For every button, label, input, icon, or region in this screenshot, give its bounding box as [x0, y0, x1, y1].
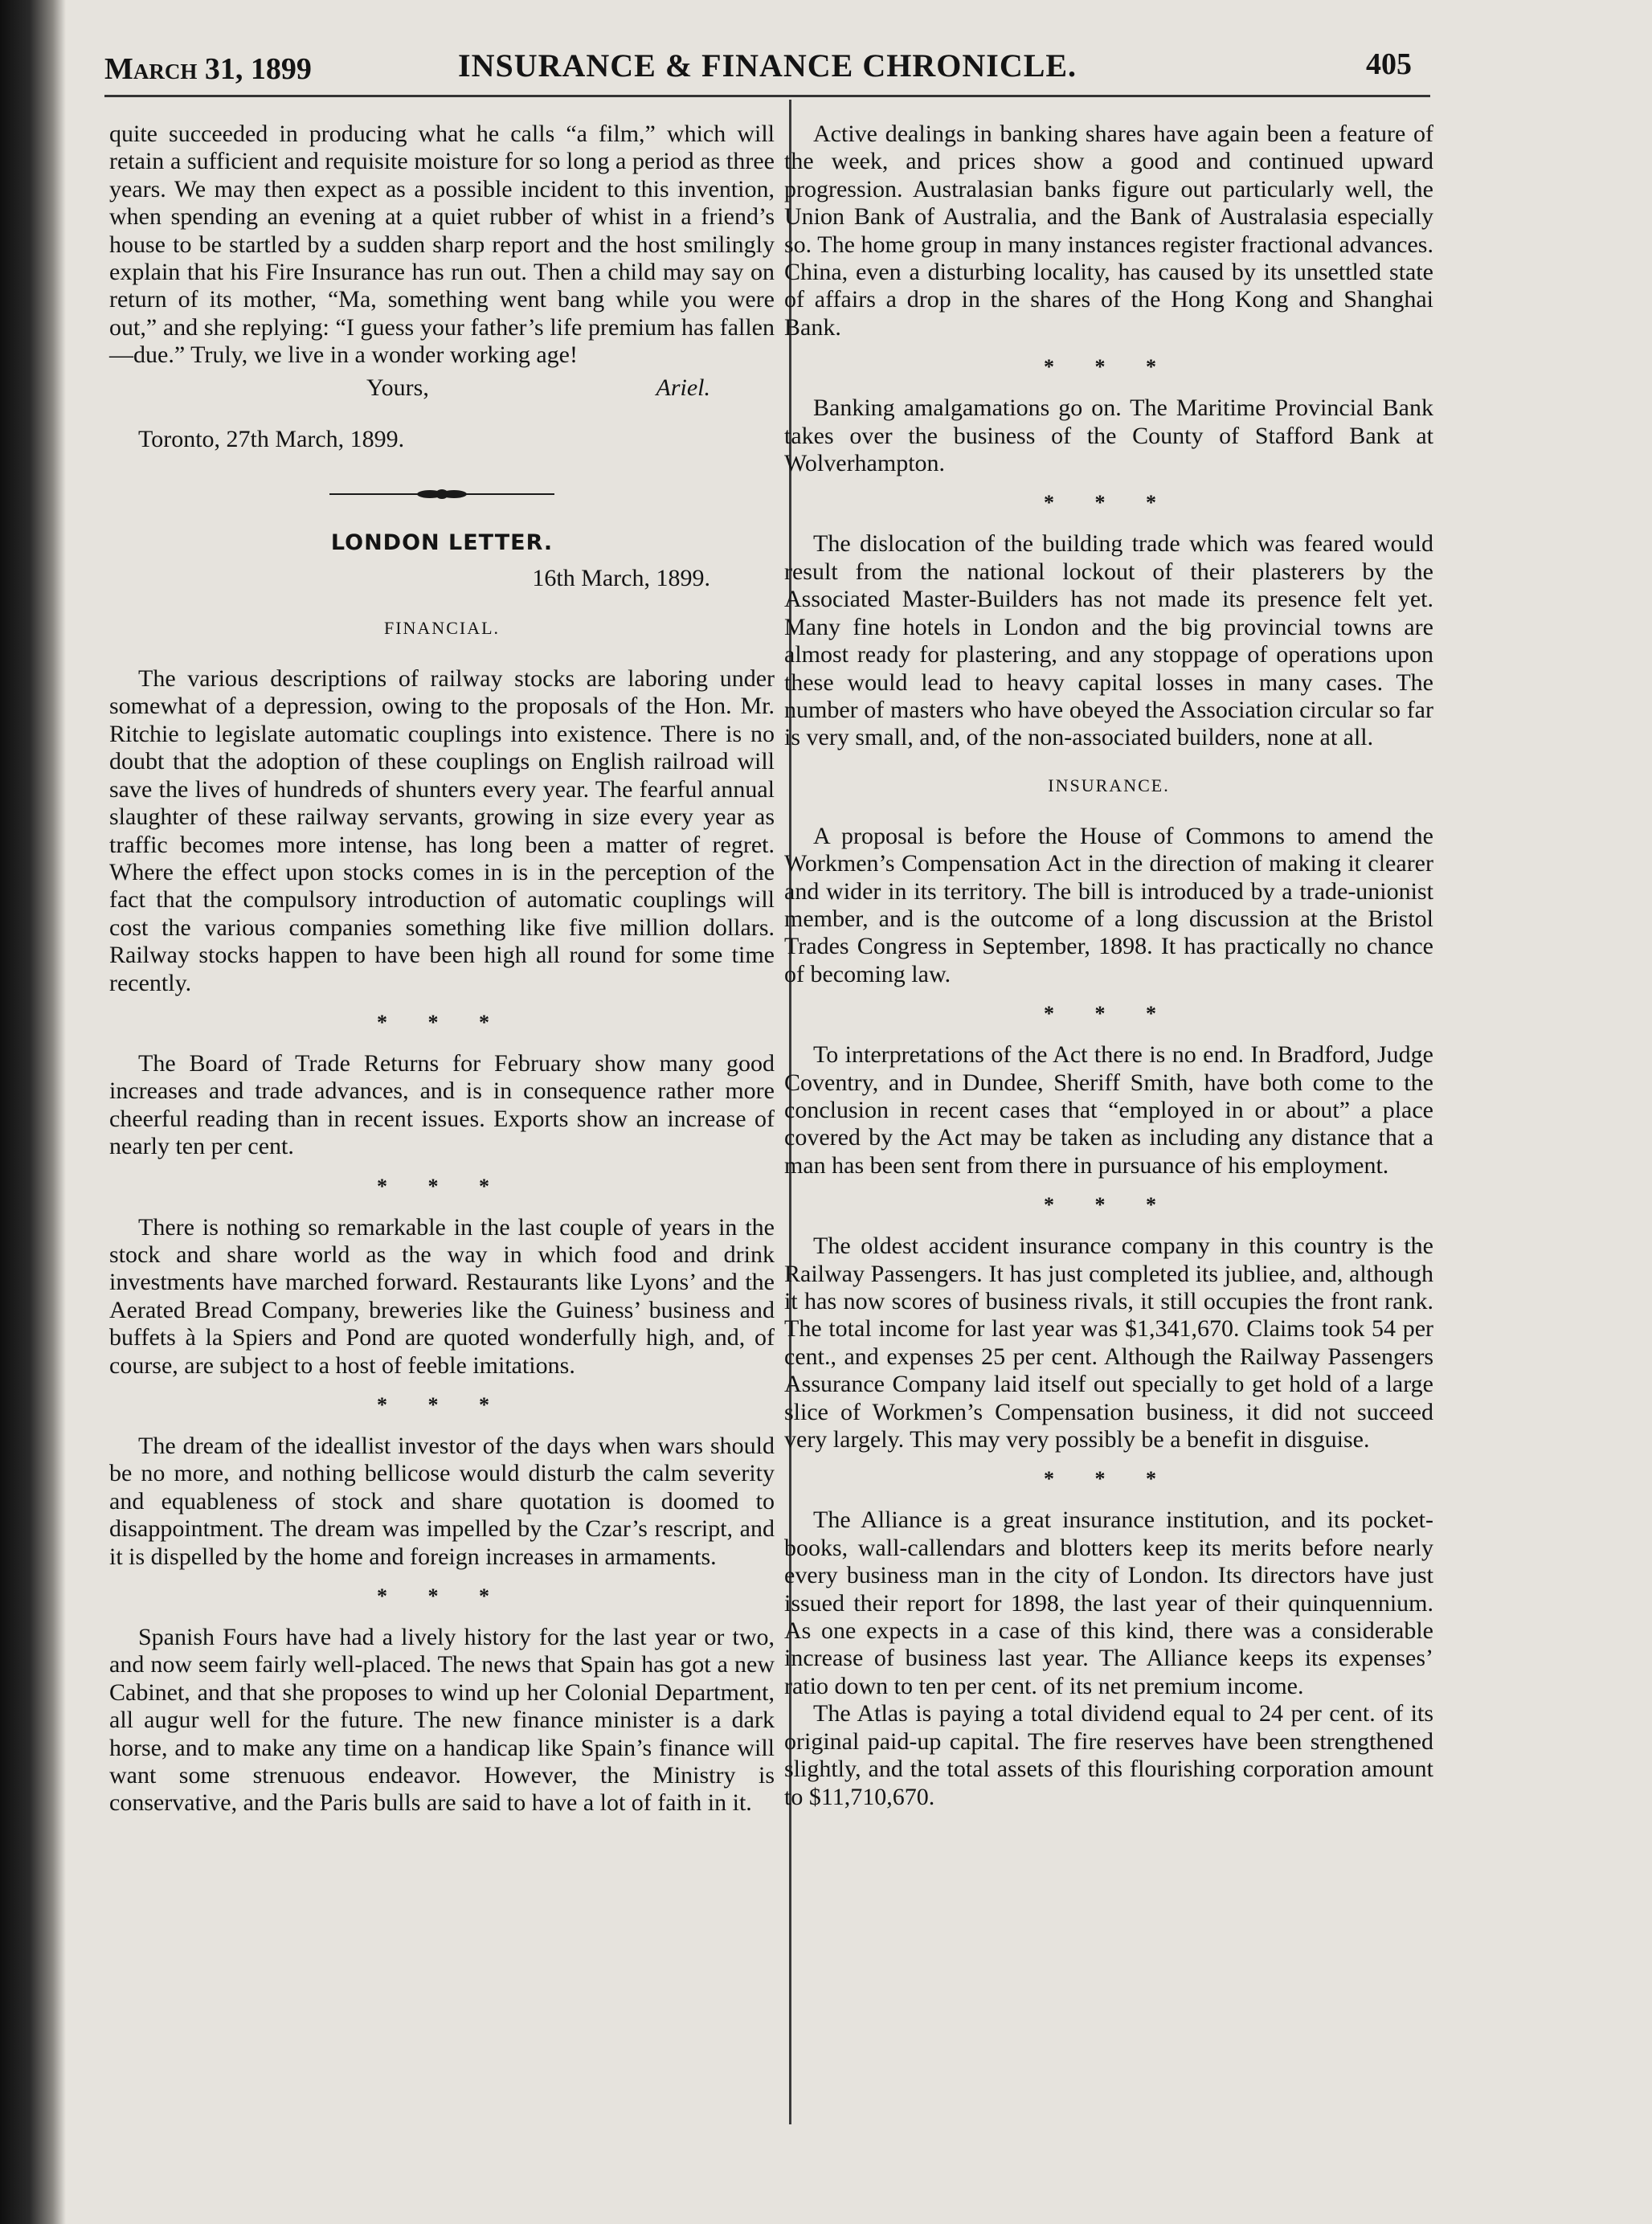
paragraph: The various descriptions of railway stocks are laboring under somewhat of a depression, owing to the proposals of the Hon. Mr. Ritchie to legislate automatic couplings into existence. There is no doubt that the adoption of these couplings on English railroad will save the lives of hundreds of shunters every year. The fearful annual slaughter of these railway servants, growing in size every year as traffic becomes more intense, has long been a matter of regret. Where the effect upon stocks comes in is in the perception of the fact that the compulsory introduction of automatic couplings will cost the various companies something like five million dollars. Railway stocks happen to have been high all round for some time recently.: [109, 665, 775, 996]
section-dateline: 16th March, 1899.: [532, 565, 710, 592]
paragraph: The Atlas is paying a total dividend equal to 24 per cent. of its original paid-up capital. The fire reserves have been strengthened slightly, and the total assets of this flourishing corporation amount to $11,710,670.: [784, 1700, 1433, 1810]
header-title: INSURANCE & FINANCE CHRONICLE.: [458, 47, 1077, 84]
page-binding-shadow: [0, 0, 66, 2224]
closing: [109, 374, 775, 407]
subhead-insurance: INSURANCE.: [1048, 775, 1170, 795]
section-title: LONDON LETTER.: [330, 530, 554, 556]
paragraph: Spanish Fours have had a lively history for the last year or two, and now seem fairly well-placed. The news that Spain has got a new Cabinet, and that she proposes to wind up her Colonial Department, all augur well for the future. The new finance minister is a dark horse, and to make any time on a handicap like Spain’s finance will want some strenuous endeavor. However, the Ministry is conservative, and the Paris bulls are said to have a lot of faith in it.: [109, 1624, 775, 1817]
separator: * * *: [377, 1174, 507, 1198]
separator: * * *: [377, 1010, 507, 1034]
subhead-financial: FINANCIAL.: [383, 618, 501, 639]
paragraph: A proposal is before the House of Commons to amend the Workmen’s Compensation Act in the direction of making it clearer and wider in its territory. The bill is introduced by a trade-unionist member, and is the outcome of a long discussion at the Bristol Trades Congress in September, 1898. It has practically no chance of becoming law.: [784, 822, 1433, 987]
separator: * * *: [377, 1393, 507, 1417]
paragraph: The Board of Trade Returns for February show many good increases and trade advances, and is in consequence rather more cheerful reading than in recent issues. Exports show an increase of nearly ten per cent.: [109, 1049, 775, 1160]
paragraph: The dislocation of the building trade which was feared would result from the national lockout of their plasterers by the Associated Master-Builders has not made its presence felt yet. Many fine hotels in London and the big provincial towns are almost ready for plastering, and any stoppage of operations upon these would lead to heavy capital losses in many cases. The number of masters who have obeyed the Association circular so far is very small, and, of the non-associated builders, none at all.: [784, 530, 1433, 751]
closing-yours: Yours,: [366, 374, 429, 401]
ornament-divider: [329, 489, 554, 500]
header-rule: [104, 95, 1430, 97]
paragraph: The dream of the ideallist investor of the days when wars should be no more, and nothing bellicose would disturb the calm severity and equableness of stock and share quotation is doomed to disappointment. The dream was impelled by the Czar’s rescript, and it is dispelled by the home and foreign increases in armaments.: [109, 1433, 775, 1570]
separator: * * *: [1044, 1193, 1174, 1217]
letter-dateline: Toronto, 27th March, 1899.: [138, 425, 405, 452]
page-number: 405: [1366, 47, 1412, 81]
left-column: [109, 121, 775, 1817]
signature: Ariel.: [656, 374, 710, 401]
paragraph: To interpretations of the Act there is no end. In Bradford, Judge Coventry, and in Dundee, Sheriff Smith, have both come to the conclusion in recent cases that “employed in or about” a place covered by the Act may be taken as including any distance that a man has been sent from there in pursuance of his employment.: [784, 1041, 1433, 1179]
paragraph: quite succeeded in producing what he calls “a film,” which will retain a sufficient and requisite moisture for so long a period as three years. We may then expect as a possible incident to this invention, when spending an evening at a quiet rubber of whist in a friend’s house to be startled by a sudden sharp report and the host smilingly explain that his Fire Insurance has run out. Then a child may say on return of its mother, “Ma, something went bang while you were out,” and she replying: “I guess your father’s life premium has fallen—due.” Truly, we live in a wonder working age!: [109, 121, 775, 369]
separator: * * *: [377, 1584, 507, 1609]
separator: * * *: [1044, 1002, 1174, 1026]
right-column: [784, 121, 1433, 1811]
running-header: [104, 45, 1422, 90]
paragraph: Banking amalgamations go on. The Maritime Provincial Bank takes over the business of the County of Stafford Bank at Wolverhampton.: [784, 395, 1433, 477]
paragraph: The Alliance is a great insurance institution, and its pocket-books, wall-callendars and blotters keep its merits before nearly every business man in the city of London. Its directors have just issued their report for 1898, the last year of their quinquennium. As one expects in a case of this kind, there was a considerable increase of business last year. The Alliance keeps its expenses’ ratio down to ten per cent. of its net premium income.: [784, 1507, 1433, 1699]
header-date: March 31, 1899: [104, 52, 312, 86]
separator: * * *: [1044, 355, 1174, 379]
paragraph: The oldest accident insurance company in this country is the Railway Passengers. It has just completed its jubliee, and, although it has now scores of business rivals, it still occupies the front rank. The total income for last year was $1,341,670. Claims took 54 per cent., and expenses 25 per cent. Although the Railway Passengers Assurance Company laid itself out specially to get hold of a large slice of Workmen’s Compensation business, it did not succeed very largely. This may very possibly be a benefit in disguise.: [784, 1233, 1433, 1453]
separator: * * *: [1044, 491, 1174, 515]
paragraph: There is nothing so remarkable in the last couple of years in the stock and share world as the way in which food and drink investments have marched forward. Restaurants like Lyons’ and the Aerated Bread Company, breweries like the Guiness’ business and buffets à la Spiers and Pond are quoted wonderfully high, and, of course, are subject to a host of feeble imitations.: [109, 1213, 775, 1379]
paragraph: Active dealings in banking shares have again been a feature of the week, and prices show a good and continued upward progression. Australasian banks figure out particularly well, the Union Bank of Australia, and the Bank of Australasia especially so. The home group in many instances register fractional advances. China, even a disturbing locality, has caused by its unsettled state of affairs a drop in the shares of the Hong Kong and Shanghai Bank.: [784, 121, 1433, 341]
separator: * * *: [1044, 1467, 1174, 1491]
